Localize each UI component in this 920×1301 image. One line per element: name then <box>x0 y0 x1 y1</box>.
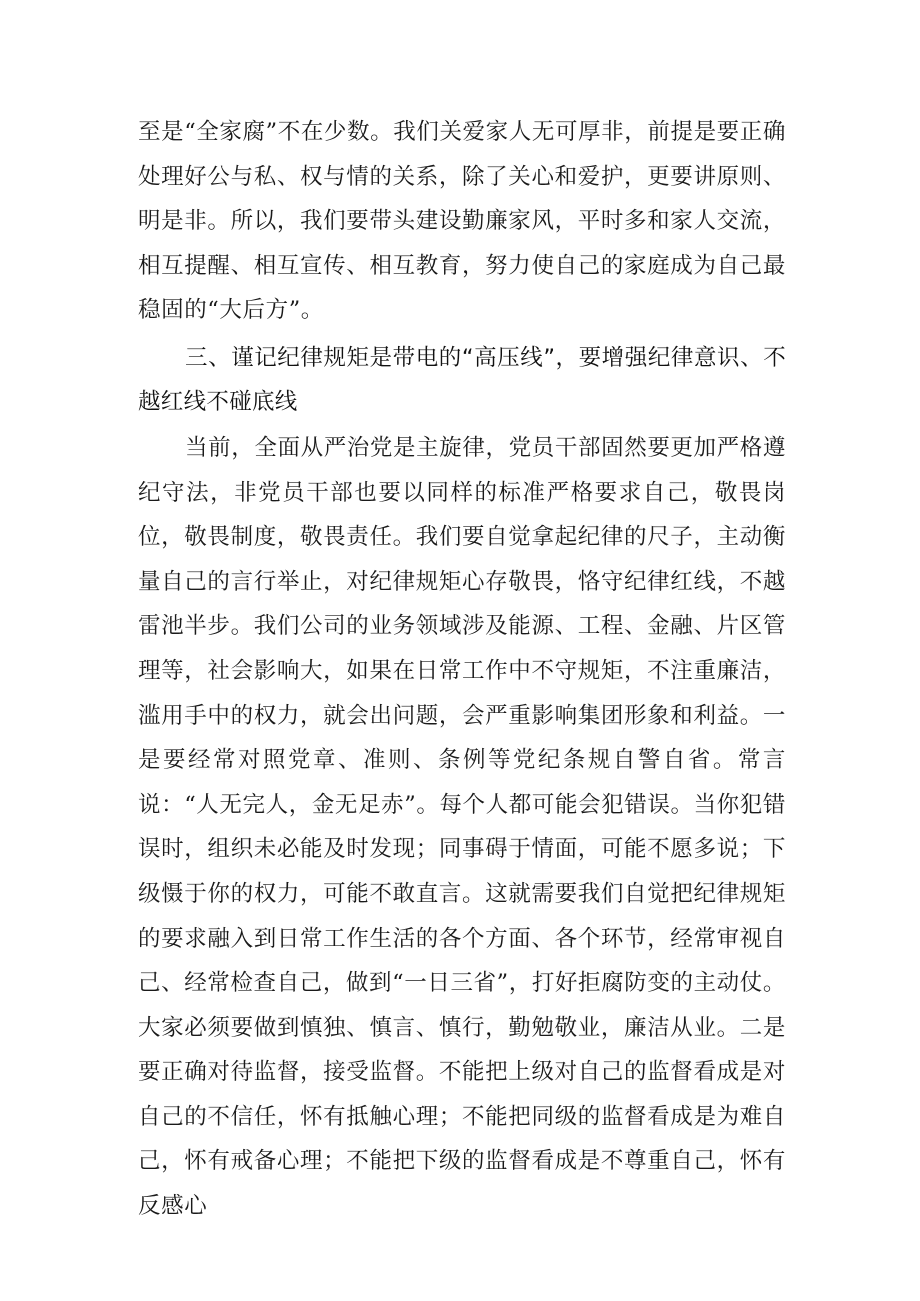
section-heading: 三、谨记纪律规矩是带电的“高压线”，要增强纪律意识、不越红线不碰底线 <box>138 344 786 415</box>
continued-paragraph: 至是“全家腐”不在少数。我们关爱家人无可厚非，前提是要正确处理好公与私、权与情的关系，除了关心和爱护，更要讲原则、明是非。所以，我们要带头建设勤廉家风，平时多和家人交流，相互提醒、相互宣传、相互教育，努力使自己的家庭成为自己最稳固的“大后方”。 <box>138 119 786 324</box>
body-paragraph: 当前，全面从严治党是主旋律，党员干部固然要更加严格遵纪守法，非党员干部也要以同样的标准严格要求自己，敬畏岗位，敬畏制度，敬畏责任。我们要自觉拿起纪律的尺子，主动衡量自己的言行举止，对纪律规矩心存敬畏，恪守纪律红线，不越雷池半步。我们公司的业务领域涉及能源、工程、金融、片区管理等，社会影响大，如果在日常工作中不守规矩，不注重廉洁，滥用手中的权力，就会出问题，会严重影响集团形象和利益。一是要经常对照党章、准则、条例等党纪条规自警自省。常言说：“人无完人，金无足赤”。每个人都可能会犯错误。当你犯错误时，组织未必能及时发现；同事碍于情面，可能不愿多说；下级慑于你的权力，可能不敢直言。这就需要我们自觉把纪律规矩的要求融入到日常工作生活的各个方面、各个环节，经常审视自己、经常检查自己，做到“一日三省”，打好拒腐防变的主动仗。大家必须要做到慎独、慎言、慎行，勤勉敬业，廉洁从业。二是要正确对待监督，接受监督。不能把上级对自己的监督看成是对自己的不信任，怀有抵触心理；不能把同级的监督看成是为难自己，怀有戒备心理；不能把下级的监督看成是不尊重自己，怀有反感心 <box>138 434 786 1220</box>
document-body <box>138 110 786 1229</box>
